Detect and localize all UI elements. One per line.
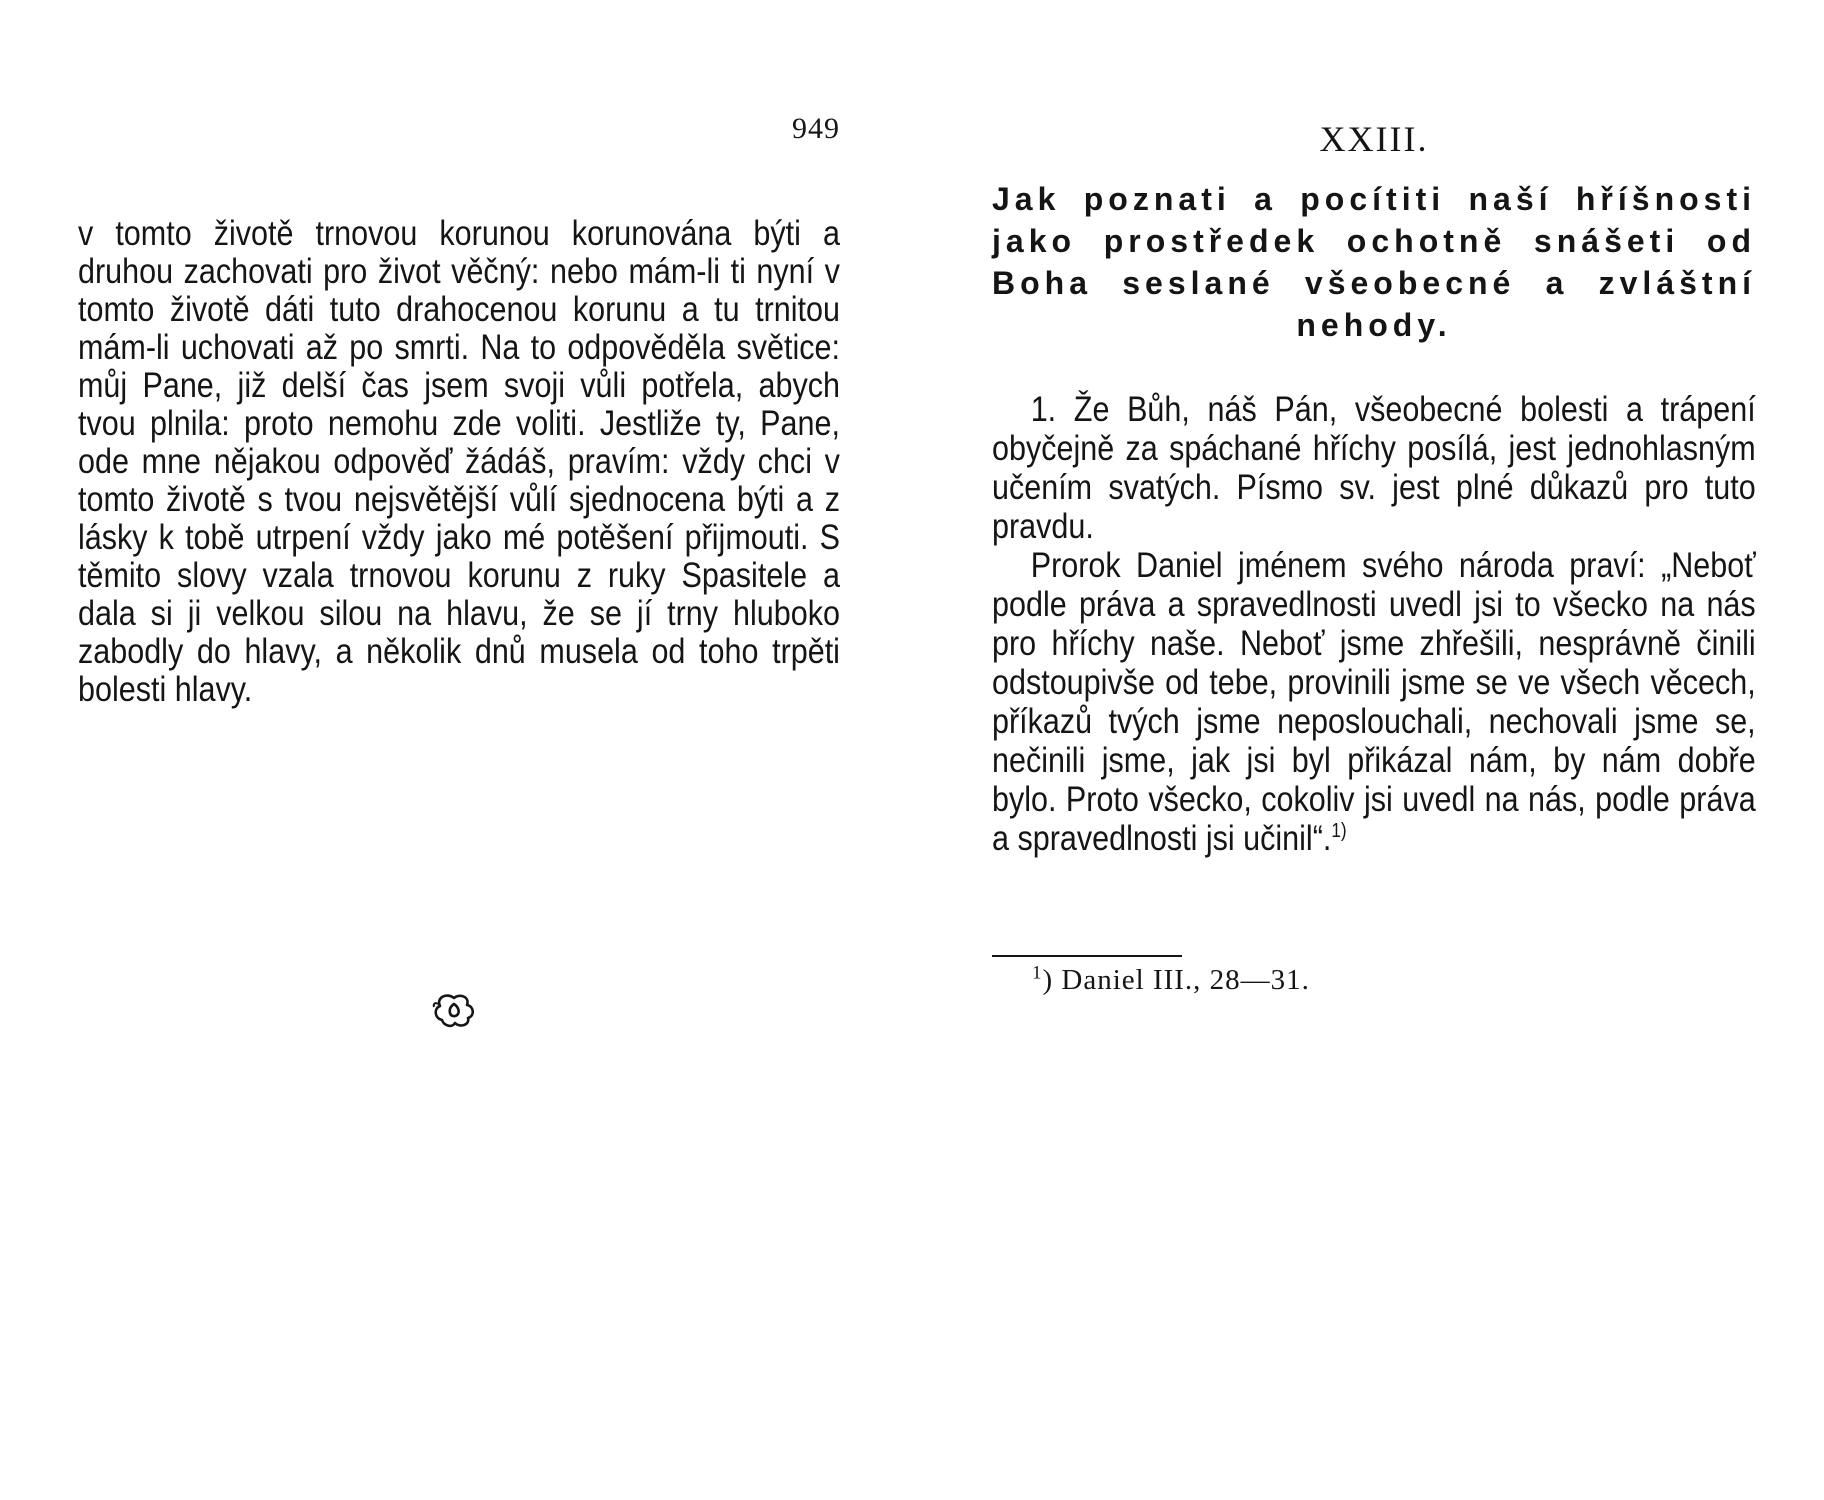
paragraph-2 <box>992 546 1756 858</box>
fleuron-ornament-icon <box>430 990 478 1030</box>
footnote-mark: 1 <box>1032 962 1043 984</box>
footnote-reference[interactable]: 1) <box>1331 820 1347 843</box>
chapter-number: XXIII. <box>1319 119 1429 159</box>
page-number: 949 <box>792 112 840 145</box>
footnote-text: ) Daniel III., 28—31. <box>1042 964 1310 996</box>
left-page-body-text: v tomto životě trnovou korunou korunována býti a druhou zachovati pro život věčný: nebo mám-li ti nyní v tomto životě dáti tuto drahocenou korunu a tu trnitou mám-li uchovati až po smrti. Na to odpověděla světice: můj Pane, již delší čas jsem svoji vůli potřela, abych tvou plnila: proto nemohu zde voliti. Jestliže ty, Pane, ode mne nějakou odpověď žádáš, pravím: vždy chci v tomto životě s tvou nejsvětější vůlí sjednocena býti a z lásky k tobě utrpení vždy jako mé potěšení přijmouti. S těmito slovy vzala trnovou korunu z ruky Spasitele a dala si ji velkou silou na hlavu, že se jí trny hluboko zabodly do hlavy, a několik dnů musela od toho trpěti bolesti hlavy. <box>78 213 840 709</box>
footnote <box>1032 962 1310 998</box>
right-page-body <box>992 390 1756 858</box>
chapter-title: Jak poznati a pocítiti naší hříšnosti jako prostředek ochotně snášeti od Boha seslané všeobecné a zvláštní nehody. <box>992 181 1756 343</box>
paragraph-2-text: Prorok Daniel jménem svého národa praví: „Neboť podle práva a spravedlnosti uvedl jsi to všecko na nás pro hříchy naše. Neboť jsme zhřešili, nesprávně činili odstoupivše od tebe, provinili jsme se ve všech věcech, příkazů tvých jsme neposlouchali, nechovali jsme se, nečinili jsme, jak jsi byl přikázal nám, by nám dobře bylo. Proto všecko, cokoliv jsi uvedl na nás, podle práva a spravedlnosti jsi učinil“. <box>992 545 1756 858</box>
paragraph-1-text: 1. Že Bůh, náš Pán, všeobecné bolesti a trápení obyčejně za spáchané hříchy posílá, jest jednohlasným učením svatých. Písmo sv. jest plné důkazů pro tuto pravdu. <box>992 389 1756 546</box>
paragraph-1 <box>992 390 1756 546</box>
footnote-divider <box>992 955 1182 957</box>
